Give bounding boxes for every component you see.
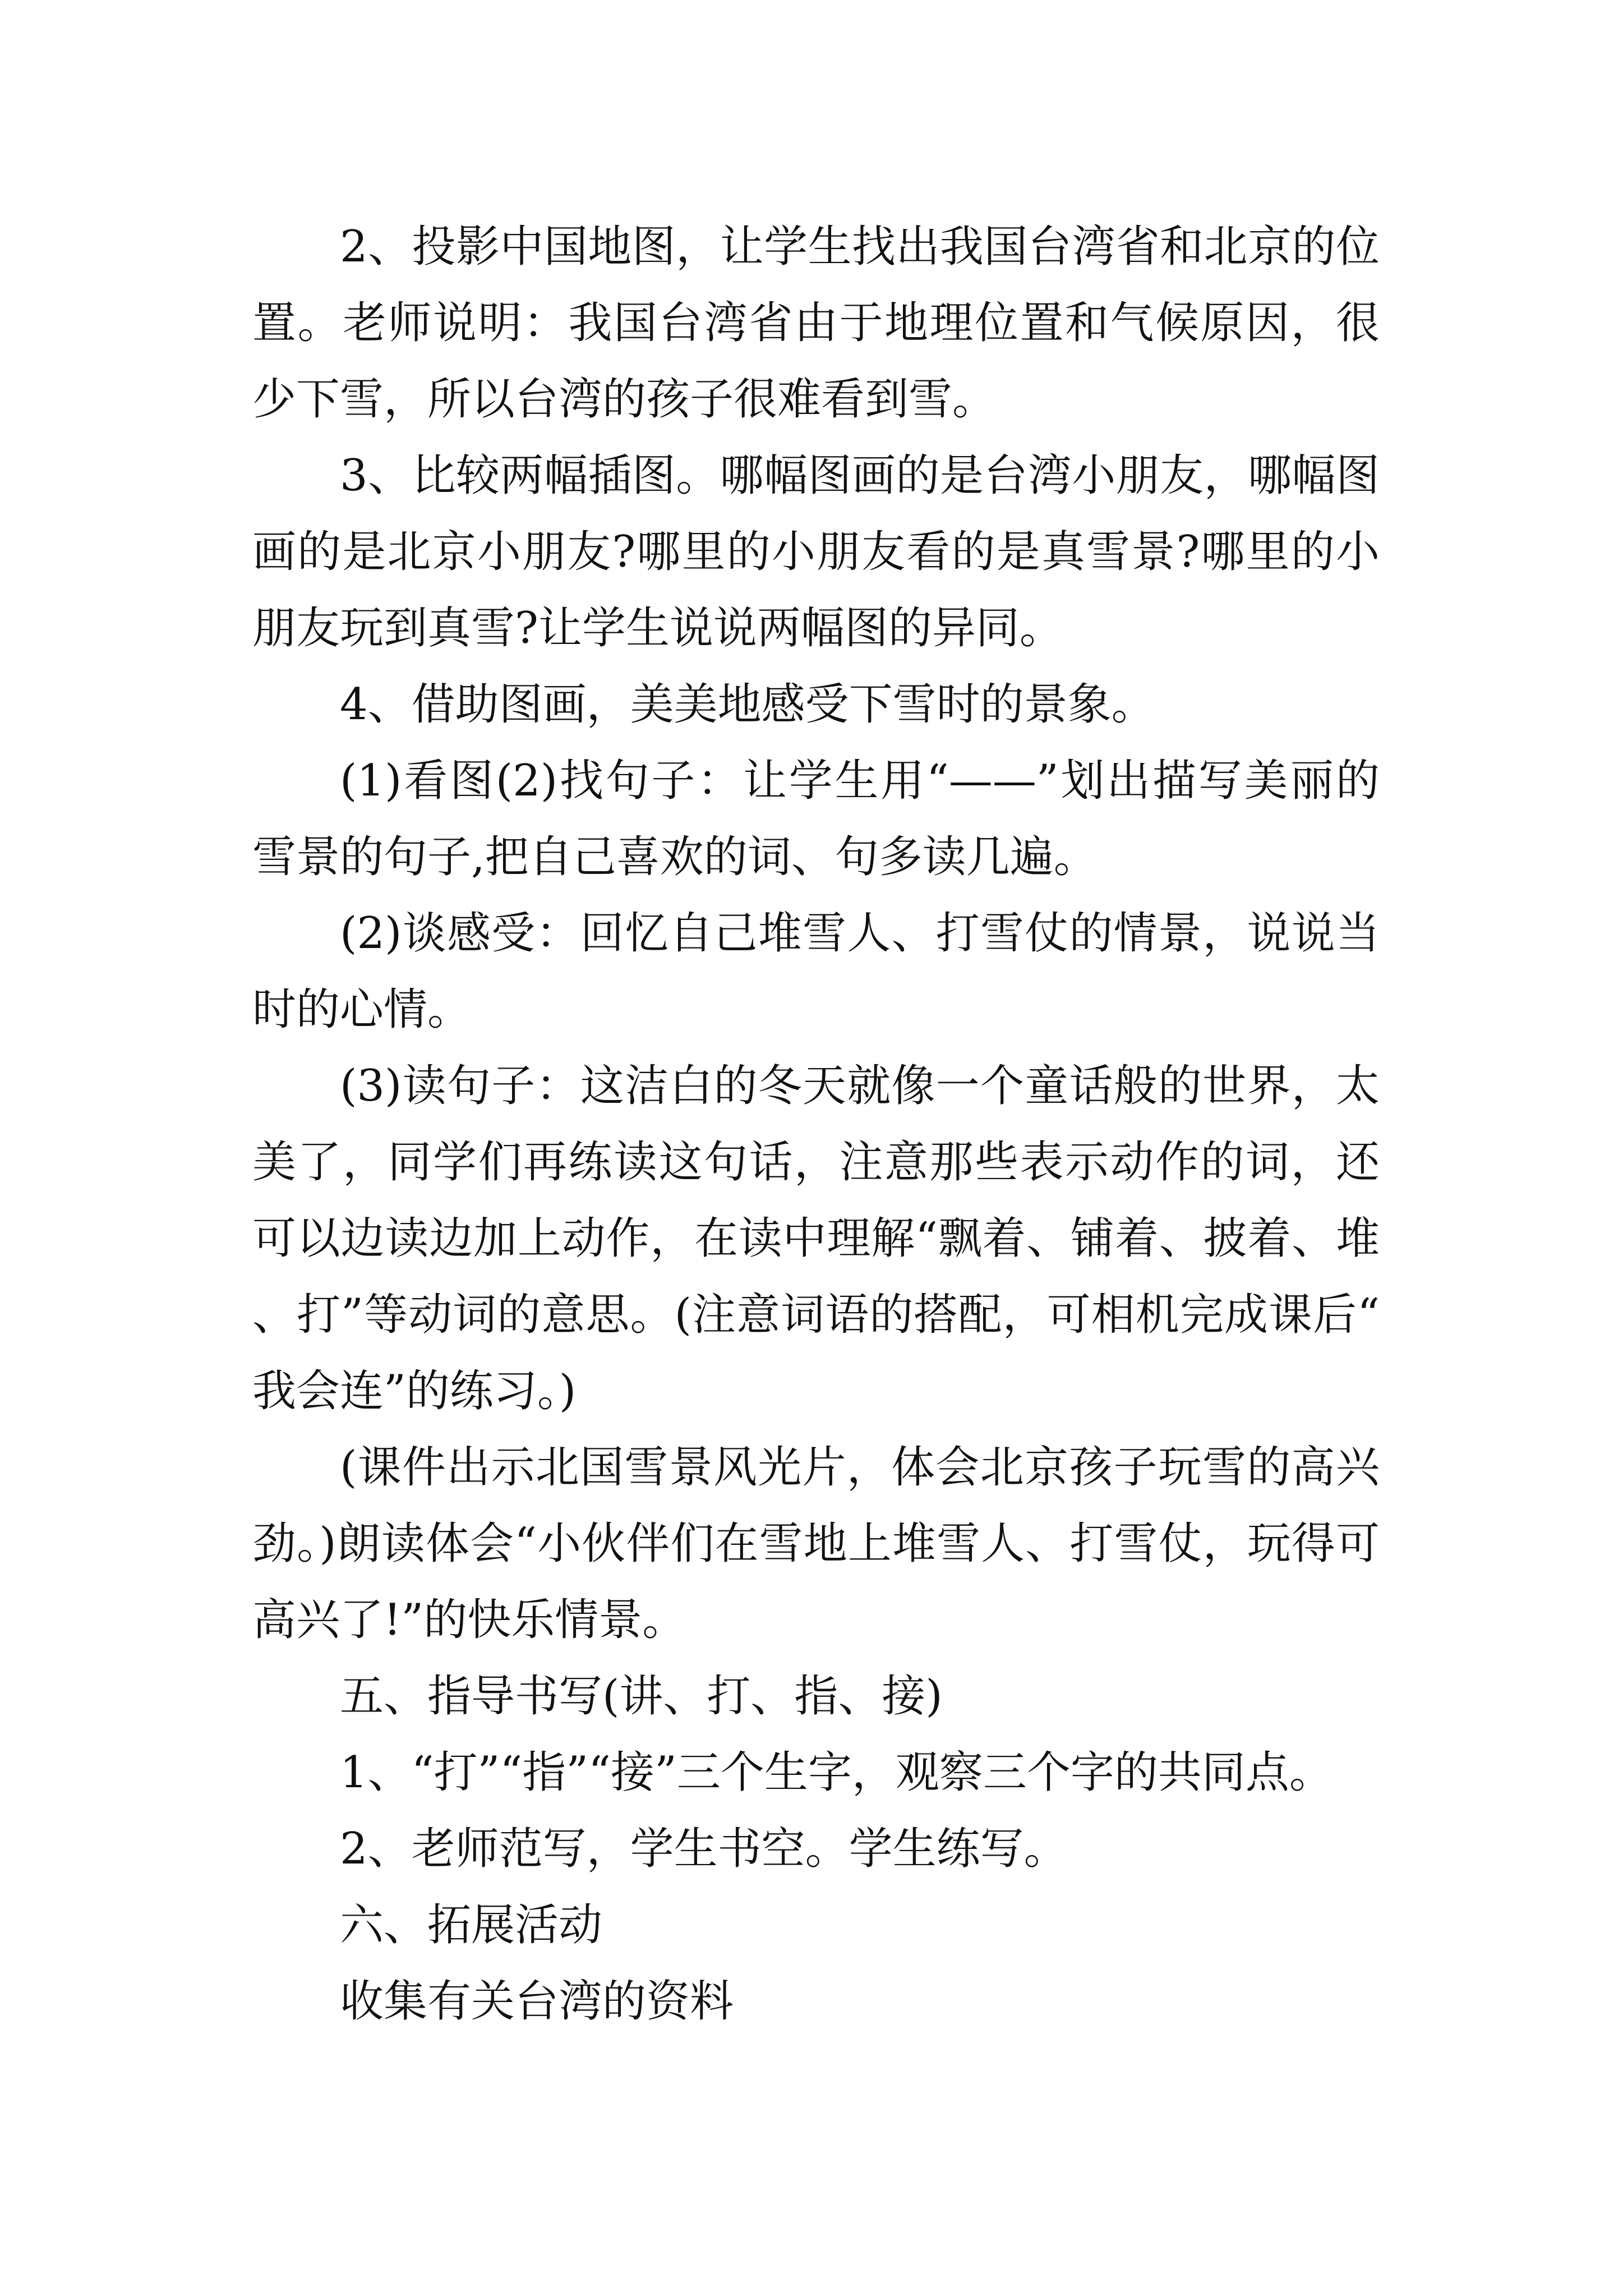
- paragraph-collect-materials: 收集有关台湾的资料: [340, 1976, 734, 2027]
- paragraph-feel-snow-scene: 4、借助图画，美美地感受下雪时的景象。: [340, 679, 1155, 730]
- document-body: [252, 209, 1380, 2040]
- paragraph-read-sentences: (3)读句子：这洁白的冬天就像一个童话般的世界，太美了，同学们再练读这句话，注意那些表示动作的词，还可以边读边加上动作，在读中理解“飘着、铺着、披着、堆、打”等动词的意思。(注意词语的搭配，可相机完成课后“我会连”的练习。): [252, 1061, 1380, 1416]
- paragraph-observe-characters: 1、“打”“指”“接”三个生字，观察三个字的共同点。: [340, 1747, 1333, 1798]
- paragraph-find-sentences: (1)看图(2)找句子：让学生用“——”划出描写美丽的雪景的句子,把自己喜欢的词、句多读几遍。: [252, 756, 1380, 882]
- paragraph-map-location: 2、投影中国地图，让学生找出我国台湾省和北京的位置。老师说明：我国台湾省由于地理位置和气候原因，很少下雪，所以台湾的孩子很难看到雪。: [252, 222, 1380, 425]
- paragraph-courseware-reading: (课件出示北国雪景风光片，体会北京孩子玩雪的高兴劲。)朗读体会“小伙伴们在雪地上堆雪人、打雪仗，玩得可高兴了!”的快乐情景。: [252, 1442, 1380, 1645]
- section-heading-extension: 六、拓展活动: [340, 1900, 603, 1950]
- section-heading-writing-guidance: 五、指导书写(讲、打、指、接): [340, 1671, 943, 1722]
- paragraph-talk-feelings: (2)谈感受：回忆自己堆雪人、打雪仗的情景，说说当时的心情。: [252, 908, 1380, 1035]
- paragraph-teacher-demo: 2、老师范写，学生书空。学生练写。: [340, 1824, 1068, 1874]
- paragraph-compare-illustrations: 3、比较两幅插图。哪幅图画的是台湾小朋友，哪幅图画的是北京小朋友?哪里的小朋友看的是真雪景?哪里的小朋友玩到真雪?让学生说说两幅图的异同。: [252, 450, 1380, 654]
